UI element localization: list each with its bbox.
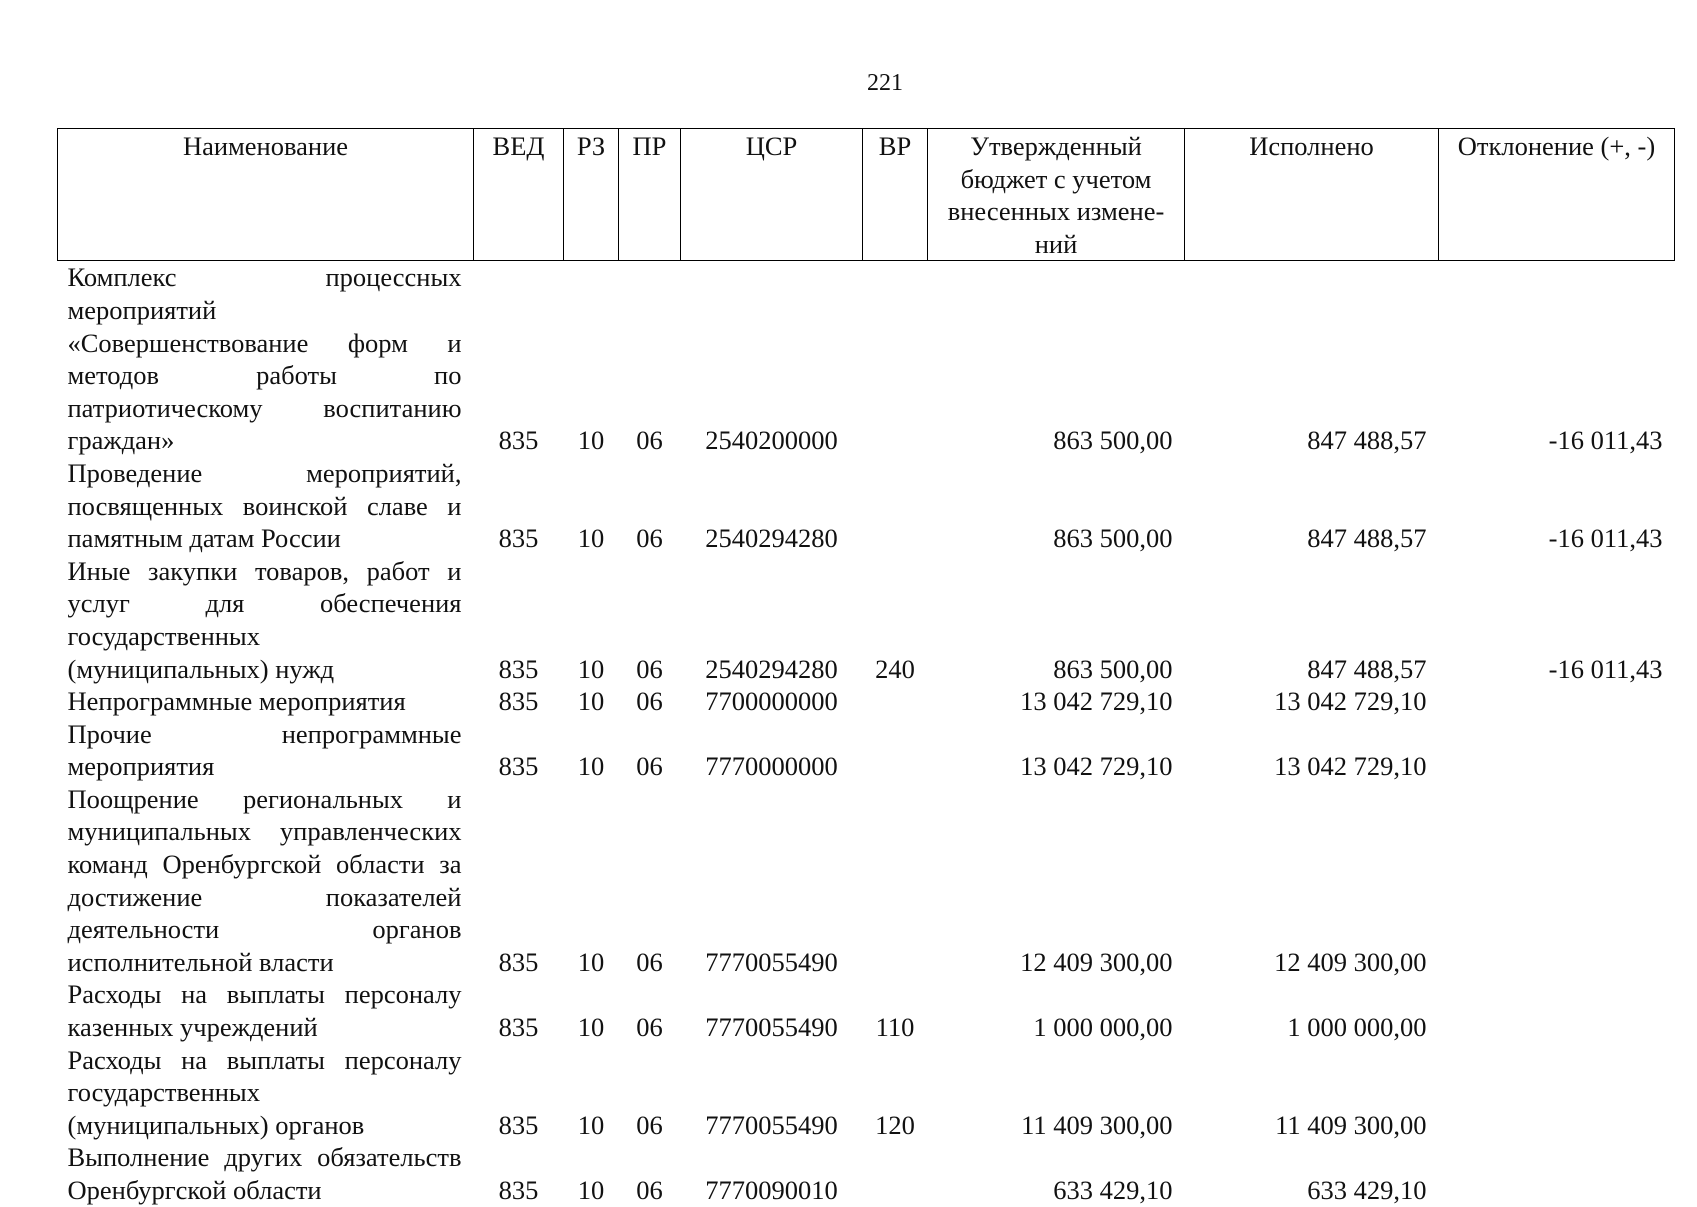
- cell-pr: 06: [636, 751, 663, 782]
- table-row: [58, 978, 1675, 1043]
- cell-approved: 863 500,00: [1053, 653, 1173, 684]
- cell-name: Проведение мероприятий, посвященных воинской славе и памятным датам России: [67, 457, 462, 554]
- cell-deviation: -16 011,43: [1548, 425, 1663, 456]
- cell-ved: 835: [498, 946, 539, 977]
- cell-rz: 10: [577, 1012, 605, 1043]
- cell-rz: 10: [577, 1109, 605, 1140]
- cell-deviation: [1439, 1141, 1675, 1206]
- cell-approved: 13 042 729,10: [1020, 686, 1173, 717]
- cell-rz: 10: [577, 751, 605, 782]
- cell-csr: 7770055490: [705, 1109, 838, 1140]
- cell-csr: 2540200000: [705, 425, 838, 456]
- cell-name: Комплекс процессных мероприятий «Совершенствование форм и методов работы по патриотическому воспитанию граждан»: [67, 262, 462, 456]
- cell-name: Выполнение других обязательств Оренбургской области: [67, 1142, 462, 1205]
- cell-vr: [863, 685, 928, 718]
- cell-csr: 2540294280: [705, 653, 838, 684]
- cell-name: Прочие непрограммные мероприятия: [67, 718, 462, 782]
- header-ved: ВЕД: [474, 129, 564, 261]
- cell-executed: 13 042 729,10: [1274, 751, 1427, 782]
- header-executed: Исполнено: [1185, 129, 1439, 261]
- cell-approved: 863 500,00: [1053, 523, 1173, 554]
- cell-rz: 10: [577, 653, 605, 684]
- table-body: [58, 261, 1675, 1207]
- cell-rz: 10: [577, 523, 605, 554]
- cell-executed: 12 409 300,00: [1274, 946, 1427, 977]
- cell-rz: 10: [577, 686, 605, 717]
- table-row: [58, 1044, 1675, 1142]
- cell-deviation: [1439, 685, 1675, 718]
- table-row: [58, 261, 1675, 457]
- cell-rz: 10: [577, 1175, 605, 1205]
- cell-executed: 847 488,57: [1307, 425, 1427, 456]
- cell-ved: 835: [498, 1175, 539, 1205]
- cell-approved: 11 409 300,00: [1021, 1109, 1173, 1140]
- header-approved: Утвержденный бюджет с учетом внесенных измене-ний: [928, 129, 1185, 261]
- cell-vr: 240: [875, 653, 915, 684]
- cell-ved: 835: [498, 653, 539, 684]
- cell-executed: 13 042 729,10: [1274, 686, 1427, 717]
- cell-executed: 847 488,57: [1307, 523, 1427, 554]
- cell-csr: 7770055490: [705, 1012, 838, 1043]
- cell-deviation: -16 011,43: [1548, 523, 1663, 554]
- cell-pr: 06: [636, 1175, 663, 1205]
- header-deviation: Отклонение (+, -): [1439, 129, 1675, 261]
- cell-approved: 12 409 300,00: [1020, 946, 1173, 977]
- cell-executed: 11 409 300,00: [1275, 1109, 1427, 1140]
- header-row: [58, 129, 1675, 261]
- cell-executed: 847 488,57: [1307, 653, 1427, 684]
- cell-deviation: [1439, 1044, 1675, 1142]
- cell-approved: 13 042 729,10: [1020, 751, 1173, 782]
- cell-ved: 835: [498, 1012, 539, 1043]
- budget-table: [57, 128, 1675, 1207]
- cell-ved: 835: [498, 523, 539, 554]
- cell-vr: 120: [875, 1109, 915, 1140]
- header-vr: ВР: [863, 129, 928, 261]
- cell-ved: 835: [498, 751, 539, 782]
- header-rz: РЗ: [564, 129, 619, 261]
- cell-executed: 633 429,10: [1307, 1175, 1427, 1205]
- cell-deviation: [1439, 783, 1675, 979]
- cell-pr: 06: [636, 425, 663, 456]
- cell-csr: 2540294280: [705, 523, 838, 554]
- header-csr: ЦСР: [681, 129, 863, 261]
- cell-name: Непрограммные мероприятия: [67, 686, 406, 717]
- cell-pr: 06: [636, 946, 663, 977]
- cell-executed: 1 000 000,00: [1287, 1012, 1427, 1043]
- table-row: [58, 555, 1675, 685]
- cell-rz: 10: [577, 946, 605, 977]
- cell-approved: 863 500,00: [1053, 425, 1173, 456]
- table-row: [58, 783, 1675, 979]
- table-row: [58, 457, 1675, 555]
- cell-csr: 7770055490: [705, 946, 838, 977]
- cell-name: Расходы на выплаты персоналу казенных учреждений: [67, 979, 462, 1043]
- cell-vr: [863, 783, 928, 979]
- cell-ved: 835: [498, 1109, 539, 1140]
- table-row: [58, 718, 1675, 783]
- cell-name: Поощрение региональных и муниципальных управленческих команд Оренбургской области за достижение показателей деятельности органов исполнительной власти: [67, 783, 462, 977]
- cell-deviation: [1439, 978, 1675, 1043]
- header-pr: ПР: [619, 129, 681, 261]
- cell-name: Расходы на выплаты персоналу государственных (муниципальных) органов: [67, 1044, 462, 1140]
- cell-csr: 7770000000: [705, 751, 838, 782]
- table-row: [58, 1141, 1675, 1206]
- cell-deviation: -16 011,43: [1548, 653, 1663, 684]
- cell-vr: [863, 718, 928, 783]
- cell-vr: [863, 457, 928, 555]
- page-number: 221: [867, 70, 903, 96]
- cell-rz: 10: [577, 425, 605, 456]
- cell-pr: 06: [636, 686, 663, 717]
- cell-pr: 06: [636, 653, 663, 684]
- cell-deviation: [1439, 718, 1675, 783]
- cell-pr: 06: [636, 523, 663, 554]
- cell-csr: 7700000000: [705, 686, 838, 717]
- cell-approved: 633 429,10: [1053, 1175, 1173, 1205]
- cell-ved: 835: [498, 686, 539, 717]
- cell-pr: 06: [636, 1012, 663, 1043]
- cell-name: Иные закупки товаров, работ и услуг для обеспечения государственных (муниципальных) нужд: [67, 555, 462, 684]
- cell-vr: [863, 261, 928, 457]
- cell-ved: 835: [498, 425, 539, 456]
- header-name: Наименование: [58, 129, 474, 261]
- cell-csr: 7770090010: [705, 1175, 838, 1205]
- table-row: [58, 685, 1675, 718]
- cell-pr: 06: [636, 1109, 663, 1140]
- cell-vr: 110: [875, 1012, 915, 1043]
- cell-vr: [863, 1141, 928, 1206]
- table-header: [58, 129, 1675, 261]
- cell-approved: 1 000 000,00: [1033, 1012, 1173, 1043]
